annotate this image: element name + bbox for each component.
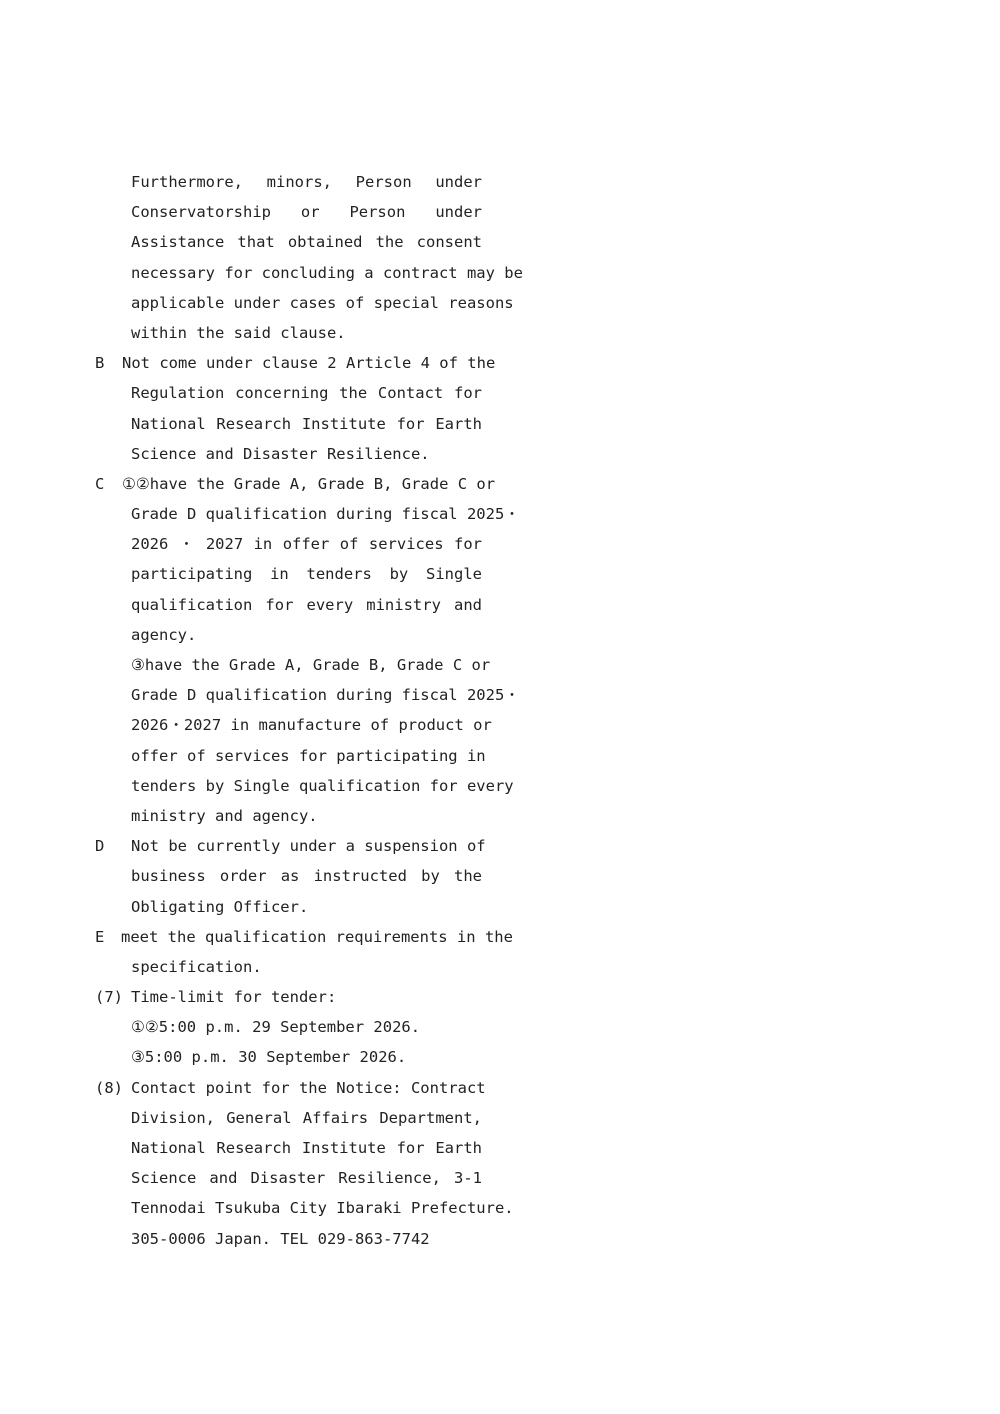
text-line: participating in tenders by Single xyxy=(131,565,482,584)
item-text: Not be currently under a suspension of xyxy=(131,837,486,856)
item-text: Not come under clause 2 Article 4 of the xyxy=(122,354,496,373)
text-line: tenders by Single qualification for every xyxy=(131,776,514,795)
item-marker: C xyxy=(95,474,105,493)
item-text: Time-limit for tender: xyxy=(131,988,337,1007)
item-marker: E xyxy=(95,927,105,946)
item-d xyxy=(95,831,486,922)
item-marker: (7) xyxy=(95,988,123,1007)
item-8 xyxy=(95,1073,514,1254)
text-line: Science and Disaster Resilience. xyxy=(131,444,430,463)
item-c xyxy=(95,469,520,831)
text-line: Furthermore, minors, Person under xyxy=(131,173,482,191)
item-e xyxy=(95,922,513,982)
text-line: agency. xyxy=(131,625,197,644)
text-line xyxy=(95,1073,486,1103)
text-line: within the said clause. xyxy=(131,323,346,342)
text-line: specification. xyxy=(131,957,262,976)
item-b xyxy=(95,348,496,469)
item-marker: B xyxy=(95,354,105,373)
text-line: Tennodai Tsukuba City Ibaraki Prefecture. xyxy=(131,1199,514,1218)
text-line: Obligating Officer. xyxy=(131,897,309,916)
text-line: National Research Institute for Earth xyxy=(131,414,482,433)
text-line: offer of services for participating in xyxy=(131,746,486,765)
item-marker: (8) xyxy=(95,1078,123,1097)
text-line: Conservatorship or Person under xyxy=(131,203,482,222)
text-line: 305-0006 Japan. TEL 029-863-7742 xyxy=(131,1229,430,1248)
item-marker: D xyxy=(95,837,105,856)
item-text: Contact point for the Notice: Contract xyxy=(131,1078,486,1097)
text-line: business order as instructed by the xyxy=(131,867,482,886)
text-line: qualification for every ministry and xyxy=(131,595,482,614)
text-line: ministry and agency. xyxy=(131,806,318,825)
text-line: necessary for concluding a contract may be xyxy=(131,263,523,282)
text-line: Division, General Affairs Department, xyxy=(131,1108,482,1127)
text-line: ③have the Grade A, Grade B, Grade C or xyxy=(131,656,491,674)
text-line xyxy=(95,831,486,861)
text-line: Science and Disaster Resilience, 3-1 xyxy=(131,1169,482,1188)
text-line: 2026 ・ 2027 in offer of services for xyxy=(131,535,482,554)
text-line xyxy=(95,982,482,1012)
text-line: Regulation concerning the Contact for xyxy=(131,384,482,403)
text-line: applicable under cases of special reasons xyxy=(131,293,514,312)
item-text: ①②have the Grade A, Grade B, Grade C or xyxy=(122,474,496,493)
item-text: meet the qualification requirements in the xyxy=(121,927,513,946)
text-line: Grade D qualification during fiscal 2025・ xyxy=(131,505,520,524)
text-line xyxy=(95,922,513,952)
text-line: National Research Institute for Earth xyxy=(131,1139,482,1157)
text-line: Assistance that obtained the consent xyxy=(131,233,482,252)
text-line xyxy=(95,469,496,499)
text-line: ①②5:00 p.m. 29 September 2026. xyxy=(131,1018,421,1037)
text-line xyxy=(95,348,496,378)
text-line: 2026・2027 in manufacture of product or xyxy=(131,716,492,735)
item-7 xyxy=(95,982,482,1073)
text-line: ③5:00 p.m. 30 September 2026. xyxy=(131,1048,407,1067)
text-line: Grade D qualification during fiscal 2025・ xyxy=(131,686,520,705)
intro-paragraph xyxy=(95,167,523,348)
document-column xyxy=(95,167,523,1254)
